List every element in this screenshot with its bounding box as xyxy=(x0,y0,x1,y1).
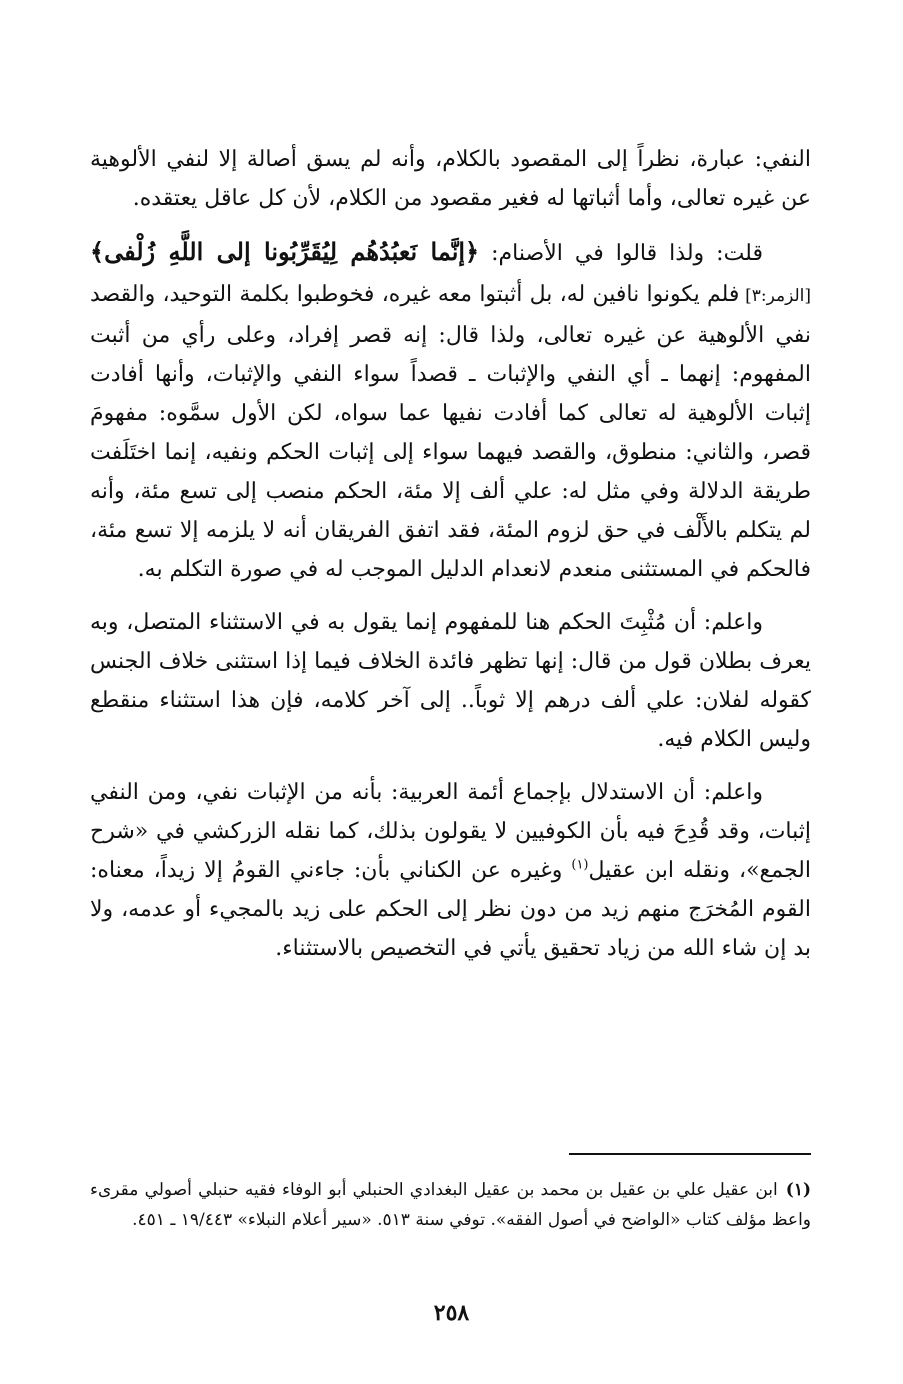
footnotes xyxy=(90,1175,811,1235)
paragraph-1-text: النفي: عبارة، نظراً إلى المقصود بالكلام، وأنه لم يسق أصالة إلا لنفي الألوهية عن غيره تعالى، وأما أثباتها له فغير مقصود من الكلام، لأن كل عاقل يعتقده. xyxy=(90,147,811,211)
paragraph-4 xyxy=(90,773,811,968)
footnote-number: (١) xyxy=(785,1180,811,1200)
main-text xyxy=(90,140,811,968)
paragraph-4-rest: وغيره عن الكناني بأن: جاءني القومُ إلا زيداً، معناه: القوم المُخرَج منهم زيد من دون نظر إلى الحكم على زيد بالمجيء أو عدمه، ولا بد إن شاء الله من زياد تحقيق يأتي في التخصيص بالاستثناء. xyxy=(90,858,811,961)
footnote-separator xyxy=(569,1153,811,1155)
quran-verse: ﴿إنَّما نَعبُدُهُم لِيُقَرِّبُونا إلى اللَّهِ زُلْفى﴾ xyxy=(90,237,480,266)
paragraph-2-start: قلت: ولذا قالوا في الأصنام: xyxy=(479,241,763,266)
verse-reference: [الزمر:٣] xyxy=(739,286,811,306)
footnote-marker[interactable]: (١) xyxy=(571,857,589,873)
paragraph-4-start: واعلم: أن الاستدلال بإجماع أئمة العربية: بأنه من الإثبات نفي، ومن النفي إثبات، وقد قُدِحَ فيه بأن الكوفيين لا يقولون بذلك، كما نقله الزركشي في «شرح الجمع»، ونقله ابن عقيل xyxy=(90,780,811,883)
paragraph-3-text: واعلم: أن مُثْبِتَ الحكم هنا للمفهوم إنما يقول به في الاستثناء المتصل، وبه يعرف بطلان قول من قال: إنها تظهر فائدة الخلاف فيما إذا استثنى خلاف الجنس كقوله لفلان: علي ألف درهم إلا ثوباً.. إلى آخر كلامه، فإن هذا استثناء منقطع وليس الكلام فيه. xyxy=(90,610,811,752)
footnote-text: ابن عقيل علي بن عقيل بن محمد بن عقيل البغدادي الحنبلي أبو الوفاء فقيه حنبلي أصولي مقرىء واعظ مؤلف كتاب «الواضح في أصول الفقه». توفي سنة ٥١٣. «سير أعلام النبلاء» ١٩/٤٤٣ ـ ٤٥١. xyxy=(90,1180,811,1230)
paragraph-2 xyxy=(90,232,811,589)
paragraph-3 xyxy=(90,603,811,759)
page-number: ٢٥٨ xyxy=(433,1300,470,1326)
paragraph-2-rest: فلم يكونوا نافين له، بل أثبتوا معه غيره، فخوطبوا بكلمة التوحيد، والقصد نفي الألوهية عن غيره تعالى، ولذا قال: إنه قصر إفراد، وعلى رأي من أثبت المفهوم: إنهما ـ أي النفي والإثبات ـ قصداً سواء النفي والإثبات، وأنها أفادت إثبات الألوهية له تعالى كما أفادت نفيها عما سواه، لكن الأول سمَّوه: مفهومَ قصر، والثاني: منطوق، والقصد فيهما سواء إلى إثبات الحكم ونفيه، إنما اختَلَفت طريقة الدلالة وفي مثل له: علي ألف إلا مئة، الحكم منصب إلى تسع مئة، وأنه لم يتكلم بالأَلْف في حق لزوم المئة، فقد اتفق الفريقان أنه لا يلزمه إلا تسع مئة، فالحكم في المستثنى منعدم لانعدام الدليل الموجب له في صورة التكلم به. xyxy=(90,282,811,582)
paragraph-1 xyxy=(90,140,811,218)
